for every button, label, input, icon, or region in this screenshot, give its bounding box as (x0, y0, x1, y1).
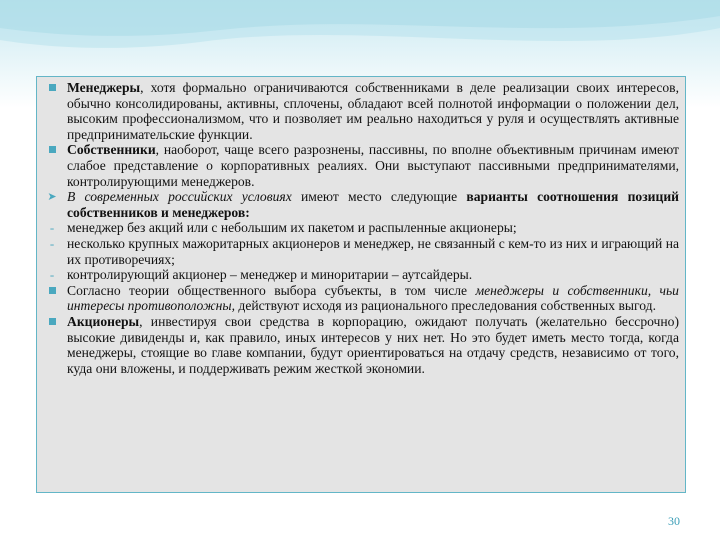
item-text: менеджер без акций или с небольшим их пакетом и распыленные акционеры; (67, 220, 517, 236)
list-item (43, 142, 679, 189)
list-item (43, 283, 679, 314)
arrow-bullet-icon: ➤ (47, 189, 57, 203)
item-text: контролирующий акционер – менеджер и миноритарии – аутсайдеры. (67, 267, 473, 283)
list-item (43, 189, 679, 220)
list-item (43, 80, 679, 142)
item-bold-term: Менеджеры (67, 80, 141, 95)
item-text: , инвестируя свои средства в корпорацию, ожидают получать (желательно бессрочно) высокие дивиденды и, как правило, иных интересов у них нет. Но это будет иметь место тогда, когда менеджеры, стоящие во главе компании, будут ориентироваться на отдачу средств, независимо от того, куда они вложены, и поддерживать режим жесткой экономии. (67, 313, 679, 376)
item-text: действуют исходя из рационального преследования собственных выгод. (235, 298, 656, 314)
dash-bullet-icon: - (49, 220, 55, 236)
item-bold-term: Акционеры (67, 313, 140, 329)
item-italic-text: В современных российских условиях (67, 189, 292, 205)
square-bullet-icon (45, 283, 59, 298)
dash-bullet-icon: - (49, 266, 55, 282)
square-bullet-icon (45, 80, 59, 95)
item-text: имеют место следующие (291, 189, 467, 205)
item-text: , хотя формально ограничиваются собственниками в деле реализации своих интересов, обычно консолидированы, активны, сплочены, обладают всей полнотой информации о положении дел, высоким профессионализмом, что и позволяет им реально находиться у руля и осуществлять активные предпринимательские функции. (67, 80, 679, 142)
list-item (43, 314, 679, 376)
item-bold-term: варианты соотношения позиций собственников и менеджеров: (67, 189, 679, 220)
item-text: Согласно теории общественного выбора субъекты, в том числе (67, 282, 476, 298)
header-wave-decoration (0, 0, 720, 70)
item-text: , наоборот, чаще всего разрознены, пассивны, по вполне объективным причинам имеют слабое представление о корпоративных реалиях. Они выступают пассивными предпринимателями, контролирующими менеджеров. (67, 142, 679, 189)
list-item (43, 267, 679, 283)
list-item (43, 236, 679, 267)
list-item (43, 220, 679, 236)
dash-bullet-icon: - (49, 235, 55, 251)
item-text: несколько крупных мажоритарных акционеров и менеджер, не связанный с кем-то из них и играющий на их противоречиях; (67, 235, 679, 267)
content-box (36, 76, 686, 493)
item-italic-text: менеджеры и собственники, чьи интересы противоположны, (67, 282, 679, 314)
page-number: 30 (668, 514, 680, 528)
item-bold-term: Собственники (67, 142, 156, 158)
square-bullet-icon (45, 314, 59, 329)
square-bullet-icon (45, 142, 59, 157)
